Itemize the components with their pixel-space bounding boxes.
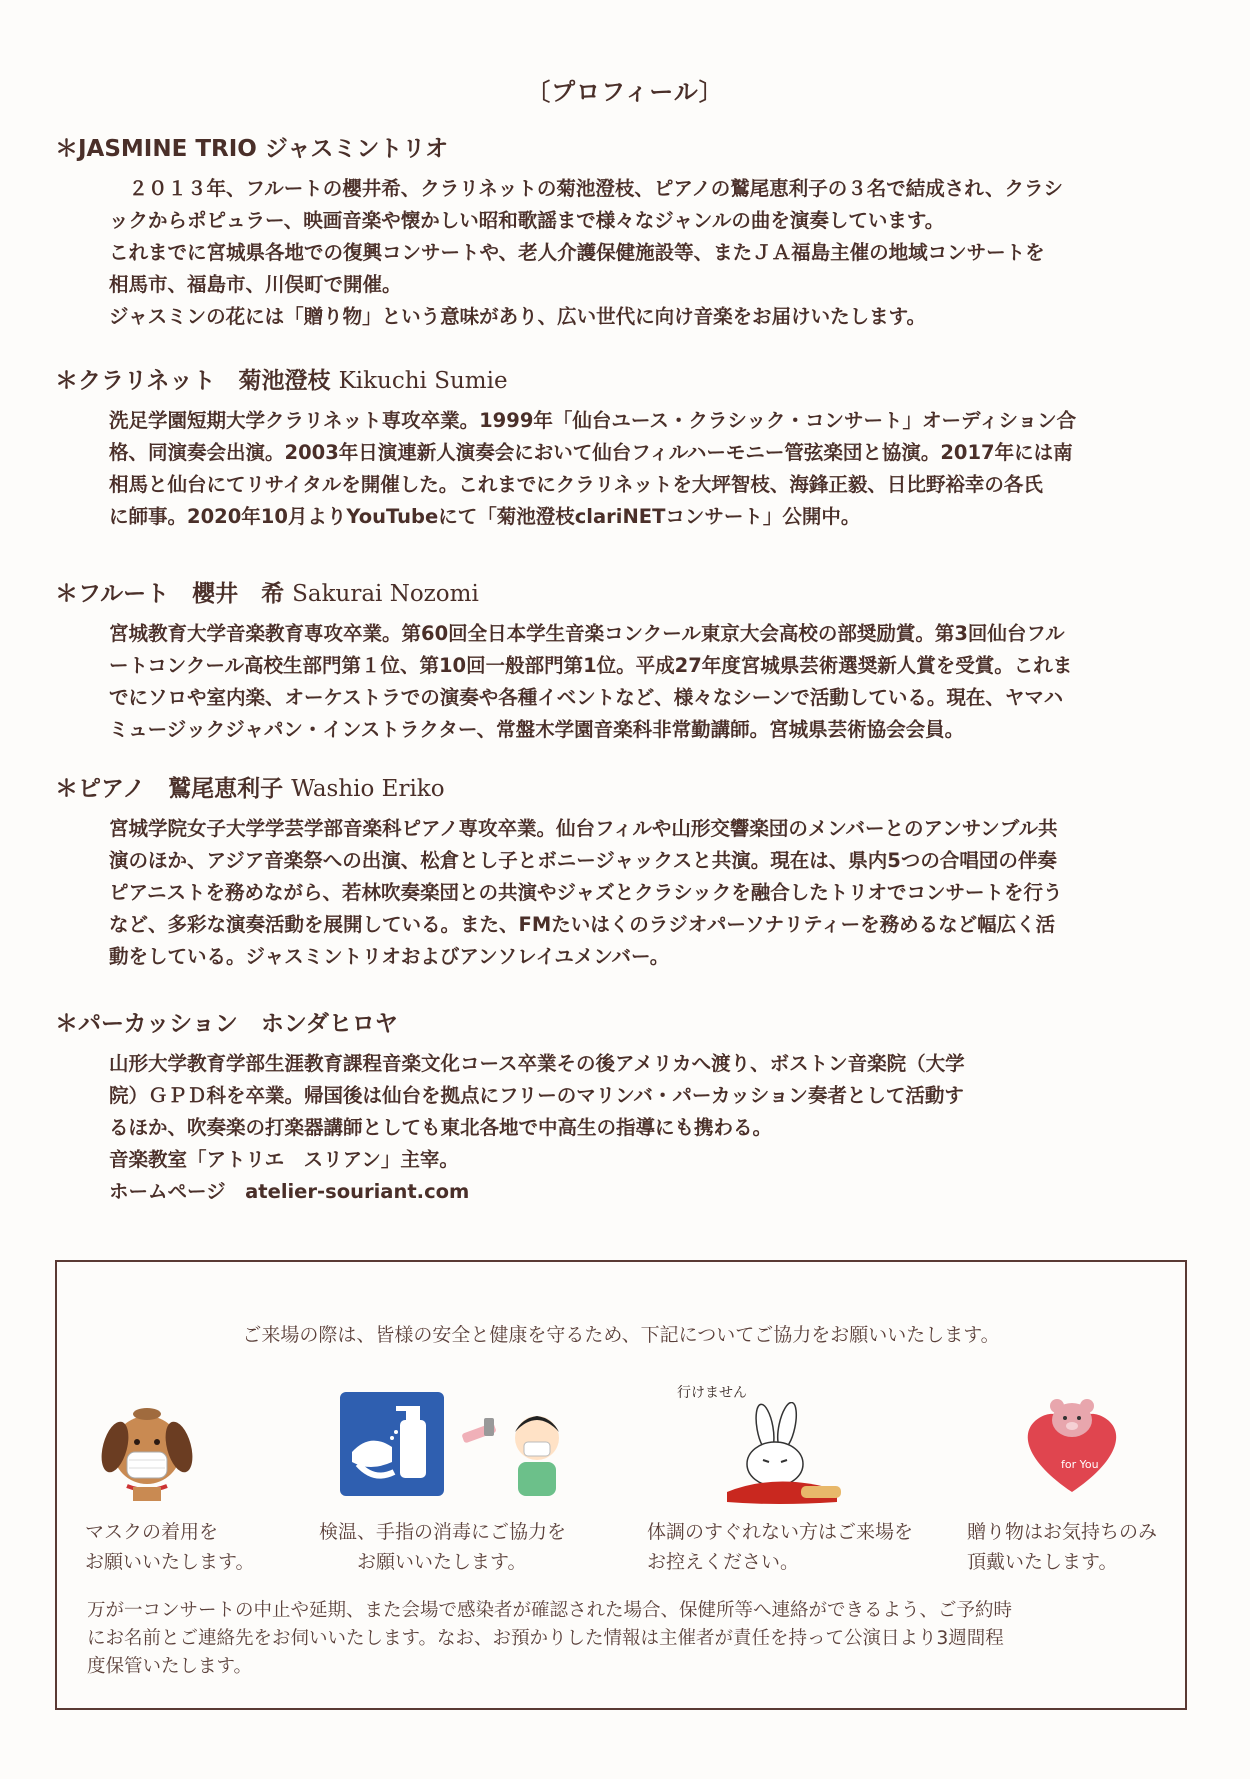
body-line: 相馬市、福島市、川俣町で開催。 <box>109 273 402 296</box>
body-line: ２０１３年、フルートの櫻井希、クラリネットの菊池澄枝、ピアノの鷲尾恵利子の３名で結成され、クラシ <box>128 177 1063 200</box>
thermometer-check-icon <box>462 1400 572 1500</box>
section-title-jp: ＊フルート 櫻井 希 <box>55 581 285 607</box>
body-line: 演のほか、アジア音楽祭への出演、松倉とし子とボニージャックスと共演。現在は、県内5つの合唱団の伴奏 <box>109 849 1057 872</box>
section-percussion <box>55 1005 1205 1208</box>
notice-item-line: お控えください。 <box>647 1551 800 1573</box>
page-heading: 〔プロフィール〕 <box>526 78 724 106</box>
body-line: 山形大学教育学部生涯教育課程音楽文化コース卒業その後アメリカへ渡り、ボストン音楽院（大学 <box>109 1052 965 1075</box>
section-body <box>109 813 1199 973</box>
notice-item-line: 体調のすぐれない方はご来場を <box>647 1521 914 1543</box>
notice-item-line: お願いいたします。 <box>319 1551 527 1573</box>
notice-footer-line: 万が一コンサートの中止や延期、また会場で感染者が確認された場合、保健所等へ連絡ができるよう、ご予約時 <box>87 1600 1013 1621</box>
section-title <box>55 770 1205 803</box>
section-title <box>55 575 1205 608</box>
notice-intro: ご来場の際は、皆様の安全と健康を守るため、下記についてご協力をお願いいたします。 <box>242 1324 1000 1346</box>
body-line: でにソロや室内楽、オーケストラでの演奏や各種イベントなど、様々なシーンで活動している。現在、ヤマハ <box>109 686 1064 709</box>
section-title <box>55 362 1205 395</box>
notice-item-gifts <box>967 1517 1157 1577</box>
rabbit-caption: 行けません <box>677 1385 747 1401</box>
body-line: 洗足学園短期大学クラリネット専攻卒業。1999年「仙台ユース・クラシック・コンサート」オーディション合 <box>109 409 1077 432</box>
section-clarinet <box>55 362 1205 533</box>
sick-rabbit-icon <box>717 1402 847 1512</box>
notice-item-line: 検温、手指の消毒にご協力を <box>319 1521 567 1543</box>
body-line: に師事。2020年10月よりYouTubeにて「菊池澄枝clariNETコンサート」公開中。 <box>109 505 861 528</box>
section-title-en: Kikuchi Sumie <box>338 368 508 394</box>
notice-footer-line: にお名前とご連絡先をお伺いいたします。なお、お預かりした情報は主催者が責任を持って公演日より3週間程 <box>87 1628 1004 1649</box>
body-line: ピアニストを務めながら、若林吹奏楽団との共演やジャズとクラシックを融合したトリオでコンサートを行う <box>109 881 1063 904</box>
section-title-jp: ＊クラリネット 菊池澄枝 <box>55 368 331 394</box>
body-line: 院）ＧＰＤ科を卒業。帰国後は仙台を拠点にフリーのマリンバ・パーカッション奏者として活動す <box>109 1084 964 1107</box>
notice-item-sanitize <box>319 1517 566 1577</box>
section-flute <box>55 575 1205 746</box>
body-line: 相馬と仙台にてリサイタルを開催した。これまでにクラリネットを大坪智枝、海鋒正毅、日比野裕幸の各氏 <box>109 473 1043 496</box>
notice-item-line: 頂戴いたします。 <box>967 1551 1118 1573</box>
body-line: など、多彩な演奏活動を展開している。また、FMたいはくのラジオパーソナリティーを務めるなど幅広く活 <box>109 913 1056 936</box>
notice-footer <box>87 1597 1157 1681</box>
section-title-jp: ＊ピアノ 鷲尾恵利子 <box>55 776 284 802</box>
section-piano <box>55 770 1205 973</box>
section-title-en: Washio Eriko <box>291 776 445 802</box>
body-line: ジャスミンの花には「贈り物」という意味があり、広い世代に向け音楽をお届けいたします。 <box>109 305 927 328</box>
bear-heart-icon <box>1017 1392 1127 1502</box>
hand-sanitizer-icon <box>340 1392 444 1496</box>
section-title <box>55 1005 1205 1038</box>
section-body <box>109 173 1199 333</box>
notice-item-line: お願いいたします。 <box>85 1551 255 1573</box>
section-title-en: Sakurai Nozomi <box>292 581 479 607</box>
section-title-jp: ＊JASMINE TRIO ジャスミントリオ <box>55 136 449 162</box>
body-line: 宮城学院女子大学学芸学部音楽科ピアノ専攻卒業。仙台フィルや山形交響楽団のメンバーとのアンサンブル共 <box>109 817 1058 840</box>
notice-footer-line: 度保管いたします。 <box>87 1656 253 1677</box>
body-line: 格、同演奏会出演。2003年日演連新人演奏会において仙台フィルハーモニー管弦楽団と協演。2017年には南 <box>109 441 1073 464</box>
body-line: るほか、吹奏楽の打楽器講師としても東北各地で中高生の指導にも携わる。 <box>109 1116 773 1139</box>
notice-item-mask <box>85 1517 254 1577</box>
notice-item-line: マスクの着用を <box>85 1521 219 1543</box>
notice-item-health <box>647 1517 913 1577</box>
body-line: 動をしている。ジャスミントリオおよびアンソレイユメンバー。 <box>109 945 670 968</box>
body-line: ートコンクール高校生部門第１位、第10回一般部門第1位。平成27年度宮城県芸術選奨新人賞を受賞。これま <box>109 654 1073 677</box>
body-line: 音楽教室「アトリエ スリアン」主宰。 <box>109 1148 459 1171</box>
covid-notice-box <box>55 1260 1187 1710</box>
mask-dog-icon <box>97 1392 197 1502</box>
body-line: ミュージックジャパン・インストラクター、常盤木学園音楽科非常勤講師。宮城県芸術協会会員。 <box>109 718 965 741</box>
heart-caption: for You <box>1061 1458 1099 1471</box>
section-body <box>109 1048 1199 1208</box>
notice-item-line: 贈り物はお気持ちのみ <box>967 1521 1158 1543</box>
body-line: ホームページ atelier-souriant.com <box>109 1180 470 1203</box>
body-line: ックからポピュラー、映画音楽や懐かしい昭和歌謡まで様々なジャンルの曲を演奏しています。 <box>109 209 945 232</box>
section-jasmine-trio <box>55 130 1205 333</box>
body-line: 宮城教育大学音楽教育専攻卒業。第60回全日本学生音楽コンクール東京大会高校の部奨励賞。第3回仙台フル <box>109 622 1065 645</box>
body-line: これまでに宮城県各地での復興コンサートや、老人介護保健施設等、またＪＡ福島主催の地域コンサートを <box>109 241 1045 264</box>
section-body <box>109 405 1199 533</box>
section-title <box>55 130 1205 163</box>
section-title-jp: ＊パーカッション ホンダヒロヤ <box>55 1011 398 1037</box>
section-body <box>109 618 1199 746</box>
